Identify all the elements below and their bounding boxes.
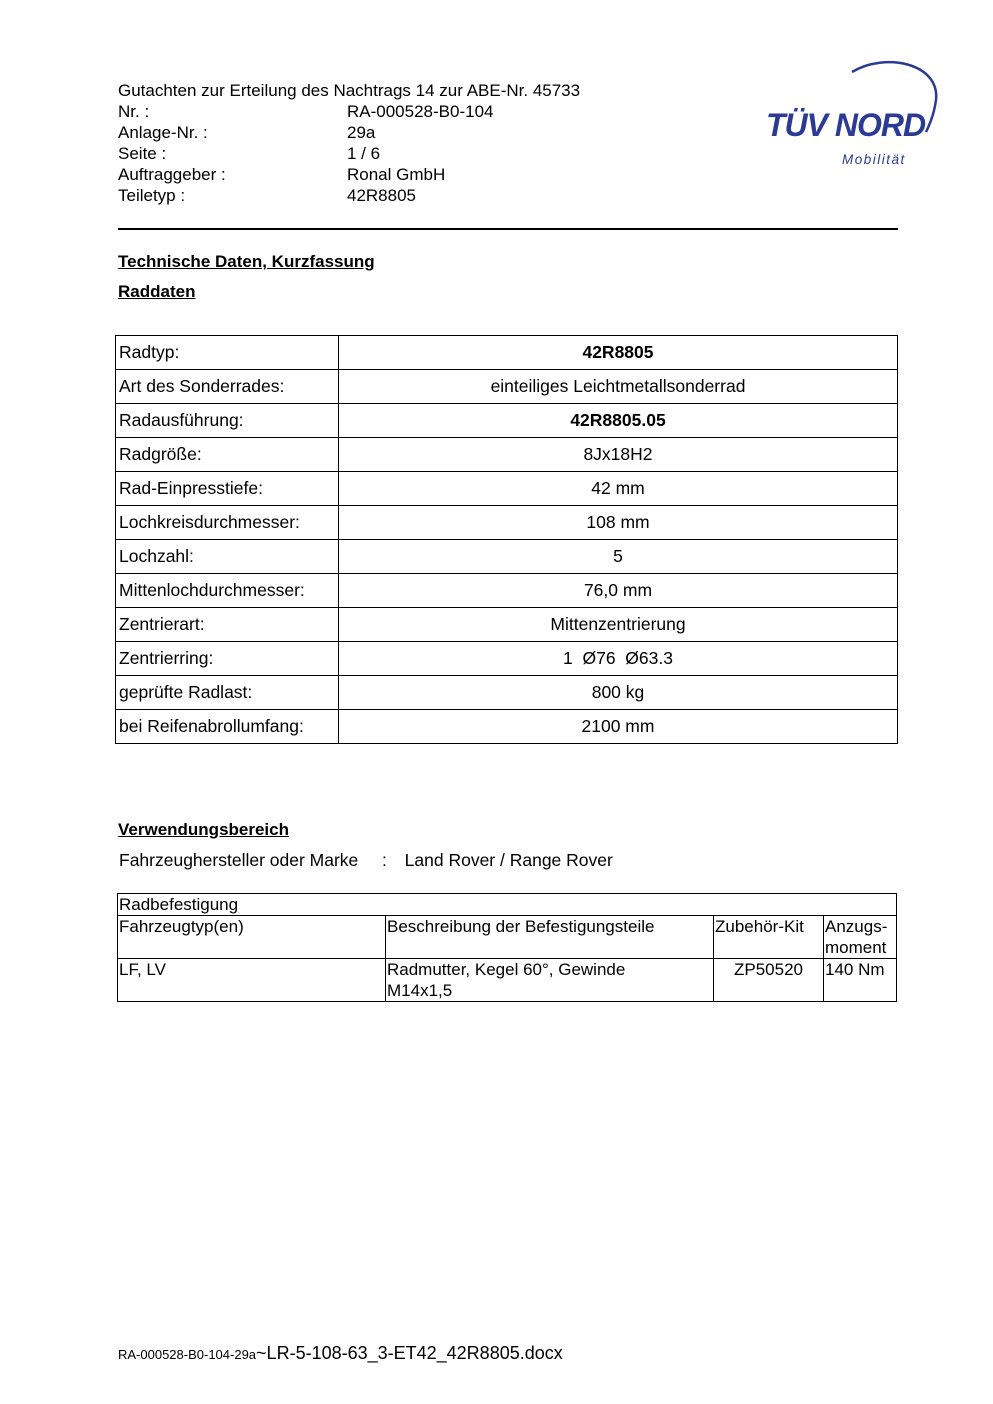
manufacturer-separator: : — [382, 850, 387, 870]
table-row — [116, 438, 898, 472]
manufacturer-line — [119, 850, 613, 871]
section-heading-raddaten: Raddaten — [118, 282, 196, 301]
row-value: 42R8805.05 — [339, 404, 898, 438]
row-value: Mittenzentrierung — [339, 608, 898, 642]
header-description: Beschreibung der Befestigungsteile — [386, 916, 714, 959]
table-row — [116, 642, 898, 676]
cell-torque: 140 Nm — [824, 959, 897, 1002]
header-label: Seite : — [118, 144, 167, 163]
wheel-data-table — [115, 335, 898, 744]
table-row — [116, 370, 898, 404]
description-line1: Radmutter, Kegel 60°, Gewinde — [387, 960, 626, 979]
header-value: 42R8805 — [347, 186, 417, 205]
table-row — [116, 540, 898, 574]
section-heading-technical: Technische Daten, Kurzfassung — [118, 252, 375, 271]
table-row — [116, 506, 898, 540]
row-label: bei Reifenabrollumfang: — [116, 710, 339, 744]
table-row — [116, 574, 898, 608]
header-value: Ronal GmbH — [347, 165, 446, 184]
header-value: 29a — [347, 123, 376, 142]
table-row — [116, 608, 898, 642]
row-label: Mittenlochdurchmesser: — [116, 574, 339, 608]
header-value: RA-000528-B0-104 — [347, 102, 494, 121]
row-value: 2100 mm — [339, 710, 898, 744]
cell-vehicle-types: LF, LV — [118, 959, 386, 1002]
row-value: 76,0 mm — [339, 574, 898, 608]
table-row — [116, 472, 898, 506]
header-torque-line2: moment — [825, 938, 887, 957]
logo-brand-text: TÜV NORD — [766, 107, 926, 143]
tuv-nord-logo-graphic — [760, 58, 940, 173]
table-caption-row — [118, 894, 897, 916]
description-line2: M14x1,5 — [387, 981, 453, 1000]
row-label: Zentrierring: — [116, 642, 339, 676]
row-label: Radtyp: — [116, 336, 339, 370]
header-torque — [824, 916, 897, 959]
tuv-nord-logo — [760, 58, 940, 173]
header-label: Teiletyp : — [118, 186, 186, 205]
table-row — [116, 404, 898, 438]
row-value: 8Jx18H2 — [339, 438, 898, 472]
row-label: Lochkreisdurchmesser: — [116, 506, 339, 540]
header-label: Nr. : — [118, 102, 150, 121]
header-value: 1 / 6 — [347, 144, 381, 163]
row-label: Art des Sonderrades: — [116, 370, 339, 404]
header-torque-line1: Anzugs- — [825, 917, 888, 936]
manufacturer-label: Fahrzeughersteller oder Marke — [119, 850, 359, 870]
row-value: 108 mm — [339, 506, 898, 540]
report-title: Gutachten zur Erteilung des Nachtrags 14 zur ABE-Nr. 45733 — [118, 81, 581, 100]
footer-filename: ~LR-5-108-63_3-ET42_42R8805.docx — [256, 1343, 563, 1363]
row-label: Rad-Einpresstiefe: — [116, 472, 339, 506]
row-value: 1 Ø76 Ø63.3 — [339, 642, 898, 676]
manufacturer-value: Land Rover / Range Rover — [404, 850, 613, 870]
footer-prefix: RA-000528-B0-104-29a — [118, 1347, 257, 1362]
mounting-table — [117, 893, 897, 1002]
header-label: Anlage-Nr. : — [118, 123, 208, 142]
header-vehicle-types: Fahrzeugtyp(en) — [118, 916, 386, 959]
document-footer — [118, 1343, 563, 1364]
logo-subtitle-text: Mobilität — [842, 152, 906, 167]
row-value: 42 mm — [339, 472, 898, 506]
row-label: Lochzahl: — [116, 540, 339, 574]
table-header-row — [118, 916, 897, 959]
row-label: Zentrierart: — [116, 608, 339, 642]
row-value: einteiliges Leichtmetallsonderrad — [339, 370, 898, 404]
header-label: Auftraggeber : — [118, 165, 226, 184]
table-row — [116, 336, 898, 370]
row-value: 5 — [339, 540, 898, 574]
cell-description — [386, 959, 714, 1002]
section-heading-usage: Verwendungsbereich — [118, 820, 289, 839]
row-label: geprüfte Radlast: — [116, 676, 339, 710]
mounting-caption: Radbefestigung — [118, 894, 897, 916]
header-kit: Zubehör-Kit — [714, 916, 824, 959]
row-label: Radgröße: — [116, 438, 339, 472]
table-row — [116, 710, 898, 744]
cell-kit: ZP50520 — [714, 959, 824, 1002]
row-value: 42R8805 — [339, 336, 898, 370]
header-divider — [118, 228, 898, 230]
row-label: Radausführung: — [116, 404, 339, 438]
table-row — [118, 959, 897, 1002]
row-value: 800 kg — [339, 676, 898, 710]
table-row — [116, 676, 898, 710]
